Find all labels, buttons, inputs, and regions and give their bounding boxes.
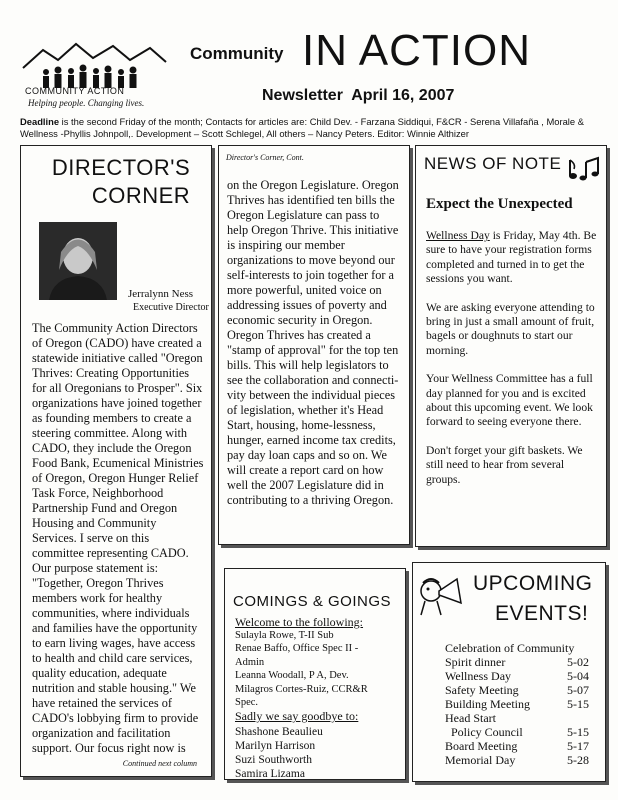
director-title: Executive Director bbox=[133, 302, 209, 313]
directors-corner-cont-body: on the Oregon Legislature. Oregon Thrives has identified ten bills the Oregon Legislature can pass to help Oregon Thrive. This initiative is inspiring our member organizations to move beyond our self-interests to join together for a more powerful, united voice on addressing issues of poverty and economic security in Oregon. Oregon Thrives has created a "stamp of approval" for the top ten bills. This will help legislators to see the collaboration and connecti-vity between the individual pieces of legislation, whether it's Head Start, housing, home-lessness, hunger, earned income tax credits, pay day loan caps and so on. We will create a report card on how well the 2007 Legislature did in contributing to a thriving Oregon. bbox=[227, 178, 399, 507]
event-name: Building Meeting bbox=[445, 697, 530, 711]
directors-corner-cont-label: Director's Corner, Cont. bbox=[226, 153, 304, 162]
welcome-item: Admin bbox=[235, 656, 265, 668]
event-name: Board Meeting bbox=[445, 739, 518, 753]
logo-name: COMMUNITY ACTION bbox=[25, 86, 125, 96]
news-p3: Your Wellness Committee has a full day planned for you and is excited about this upcoming event. We look forward to seeing everyone there. bbox=[426, 372, 593, 429]
deadline-text: is the second Friday of the month; Contacts for articles are: Child Dev. - Farzana Siddiqui, F&CR - Serena Villafaña , Morale & Wellness -Phyllis Johnpoll,. Development – Scott Schlegel, All others – Nancy Peters. Editor: Winnie Althizer bbox=[20, 116, 584, 139]
deadline-contacts bbox=[20, 116, 610, 140]
event-date: 5-15 bbox=[567, 697, 589, 711]
directors-corner-cont-box bbox=[218, 145, 410, 545]
news-p1-text: is Friday, May 4th. Be sure to have your registration forms completed and turned in to get the sessions you want. bbox=[426, 229, 597, 286]
welcome-label-text: Welcome to the following: bbox=[235, 615, 364, 629]
logo-tagline: Helping people. Changing lives. bbox=[28, 98, 145, 108]
news-of-note-body bbox=[426, 229, 598, 487]
welcome-item: Spec. bbox=[235, 697, 259, 709]
community-action-logo bbox=[18, 40, 168, 120]
events-list bbox=[445, 655, 589, 767]
welcome-item: Sulayla Rowe, T-II Sub bbox=[235, 630, 334, 641]
masthead-community: Community bbox=[190, 44, 284, 63]
news-of-note-subheading: Expect the Unexpected bbox=[426, 196, 573, 212]
goodbye-item: Marilyn Harrison bbox=[235, 740, 316, 752]
upcoming-events-box bbox=[412, 562, 606, 782]
event-row bbox=[445, 711, 589, 725]
continued-next-column: Continued next column bbox=[122, 759, 197, 768]
news-of-note-box bbox=[415, 145, 607, 547]
event-row bbox=[445, 683, 589, 697]
event-date: 5-07 bbox=[567, 683, 589, 697]
news-p2: We are asking everyone attending to bring in just a small amount of fruit, bagels or doughnuts to start our morning. bbox=[426, 300, 595, 357]
event-row bbox=[445, 753, 589, 767]
welcome-item: Milagros Cortes-Ruiz, CCR&R bbox=[235, 683, 368, 695]
event-date: 5-04 bbox=[567, 669, 589, 683]
goodbye-item: Suzi Southworth bbox=[235, 754, 312, 766]
megaphone-man-icon bbox=[417, 569, 467, 617]
event-date: 5-15 bbox=[567, 725, 589, 739]
event-name: Memorial Day bbox=[445, 753, 516, 767]
director-photo bbox=[39, 222, 117, 300]
event-date: 5-28 bbox=[567, 753, 589, 767]
wellness-day-link: Wellness Day bbox=[426, 229, 490, 242]
goodbye-item: Samira Lizama bbox=[235, 768, 305, 780]
upcoming-events-heading-line2: EVENTS! bbox=[495, 602, 589, 625]
event-row bbox=[445, 669, 589, 683]
news-of-note-heading: NEWS OF NOTE bbox=[424, 154, 562, 173]
directors-corner-heading bbox=[51, 154, 191, 210]
director-name: Jerralynn Ness bbox=[128, 288, 194, 300]
goodbye-label bbox=[235, 709, 358, 724]
directors-corner-box bbox=[20, 145, 212, 777]
comings-goings-heading: COMINGS & GOINGS bbox=[233, 593, 392, 610]
newsletter-date: Newsletter April 16, 2007 bbox=[262, 87, 455, 104]
welcome-item: Renae Baffo, Office Spec II - bbox=[235, 643, 359, 655]
news-p4: Don't forget your gift baskets. We still need to hear from several groups. bbox=[426, 443, 583, 486]
event-name: Head Start bbox=[445, 711, 496, 725]
directors-corner-body: The Community Action Directors of Oregon (CADO) have created a statewide initiative called "Oregon Thrives: Creating Opportunities for all Oregonians to Prosper". Six organizations have joined together as founding members to create a steering committee. Along with CADO, they include the Oregon Food Bank, Ecumenical Ministries of Oregon, Oregon Hunger Relief Task Force, Neighborhood Partnership Fund and Oregon Housing and Community Services. I serve on this committee representing CADO. Our purpose statement is: "Together, Oregon Thrives members work for healthy communities, where individuals and families have the opportunity to earn living wages, have access to health and child care services, quality education, adequate nutrition and stable housing." We have retained the services of CADO's lobbying firm to provide organization and facilitation support. Our focus right now is bbox=[32, 321, 204, 755]
masthead-in-action: IN ACTION bbox=[302, 26, 532, 75]
event-row bbox=[445, 725, 589, 739]
directors-corner-heading-line2: CORNER bbox=[91, 183, 191, 208]
event-date: 5-17 bbox=[567, 739, 589, 753]
event-name: Policy Council bbox=[445, 725, 523, 739]
event-name: Spirit dinner bbox=[445, 655, 506, 669]
goodbye-label-text: Sadly we say goodbye to: bbox=[235, 709, 359, 723]
welcome-item: Leanna Woodall, P A, Dev. bbox=[235, 670, 349, 682]
news-p1 bbox=[426, 229, 598, 287]
event-row bbox=[445, 697, 589, 711]
event-date: 5-02 bbox=[567, 655, 589, 669]
comings-goings-box bbox=[224, 568, 406, 780]
upcoming-events-heading bbox=[473, 569, 593, 629]
deadline-label: Deadline bbox=[20, 116, 60, 127]
upcoming-events-heading-line1: UPCOMING bbox=[473, 572, 593, 595]
goodbye-list bbox=[235, 725, 323, 781]
welcome-label bbox=[235, 615, 363, 630]
welcome-list bbox=[235, 629, 368, 709]
celebration-intro: Celebration of Community bbox=[445, 641, 575, 655]
event-name: Safety Meeting bbox=[445, 683, 519, 697]
event-row bbox=[445, 655, 589, 669]
goodbye-item: Shashone Beaulieu bbox=[235, 726, 323, 738]
event-name: Wellness Day bbox=[445, 669, 512, 683]
directors-corner-heading-line1: DIRECTOR'S bbox=[51, 155, 191, 180]
music-note-icon bbox=[566, 156, 602, 182]
event-row bbox=[445, 739, 589, 753]
